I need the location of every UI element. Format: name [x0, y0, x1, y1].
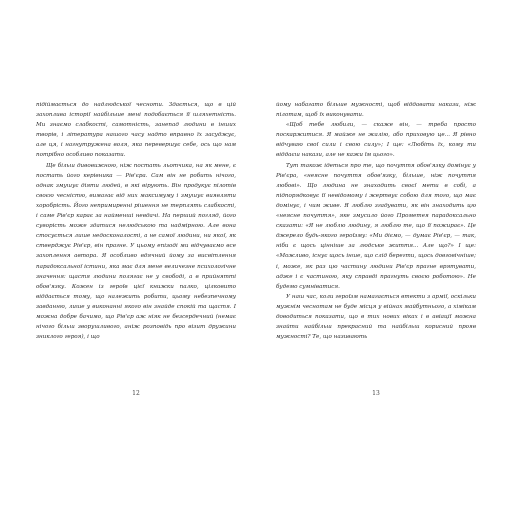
right-paragraph-1: йому набагато більше мужності, щоб віддавати накази, ніж пілотам, щоб їх виконувати.	[276, 102, 476, 119]
left-page-number: 12	[132, 390, 140, 397]
left-paragraph-1: підіймається до надлюдської чесноти. Здається, що в цій захоплива історії найбільше мені подобається її шляхетність. Ми знаємо слабкості, самотність, занепад людини в інших творів, і література нашого часу надто вправно їх засуджує, але ця, і нагнутружена воля, яка перевершує себе, ось що нам потрібно особливо показати.	[36, 102, 236, 159]
right-paragraph-3: Тут також ідеться про те, що почуття обов'язку домінує у Рів'єра, «неясне почуття обов'язку, більше, ніж почуття любові». Що людина не знаходить своєї мети в собі, а підпорядковує її невідомому і жертвує собою для того, що має домінує, і чим живе. Я люблю згадувати, як він знаходить цю «неясне почуття», яке змусило його Прометея парадоксально сказати: «Я не люблю людину, я люблю те, що її пожирає». Це джерело будь-якого героїзму: «Ми діємо, — думає Рів'єр, — так, ніби є щось цінніше за людське життя... Але що?» І ще: «Можливо, існує щось інше, що слід берегти, щось довговічніше; і, може, як раз цю частину людини Рів'єр прагне врятувати, адже і є частиною, яку справді прагнуть своєю роботою». Не будемо сумніватися.	[276, 162, 476, 290]
book-spread	[36, 100, 476, 400]
right-paragraph-4: У наш час, коли героїзм намагається втекти з армії, оскільки мужнім чеснотам не буде місця у війнах майбутнього, а хімікам доводиться показати, що в тих нових віках і в авіації можна знайти найбільш прекрасний та найбільш корисний прояв мужності? Те, що називають	[276, 293, 476, 341]
right-paragraph-2: «Щоб тебе любили, — скаже він, — треба просто поскаржитися. Я майже не жалію, або приховую це... Я рівно відчуваю свої сили і свою силу»; І ще: «Любіть їх, кому ти віддаєш накази, але не кажи їм цього».	[276, 122, 476, 159]
left-page	[36, 100, 236, 400]
right-page-number: 13	[372, 390, 380, 397]
right-page	[276, 100, 476, 400]
left-paragraph-2: Ще більш дивовижною, ніж постать льотчика, на як мене, є постать його керівника — Рів'єра. Сам він не робить нічого, однак змушує діяти людей, в які вірують. Він продукує пілотів своєю чесністю, вимагає від них максимуму і змушує виявляти хоробрість. Його непримиренні рішення не терплять слабкості, і саме Рів'єр карає за найменші невдачі. На перший погляд, його суворість може здатися нелюдською та надмірною. Але вона стосується лише недосконалості, а не самої людини, ни якої, як стверджує Рів'єр, він прагне. У цьому епізоді ми відчуваємо все захоплення автора. Я особливо вдячний йому за висвітлення парадоксальної істини, яка має для мене величезне психологічне значення: щастя людини полягає не у свободі, а в прийнятті обов'язку. Кожен із героїв цієї книжки палко, цілковито віддається тому, що належить робити, цьому небезпечному завданню, лише у виконанні якого він знайде спокій та щастя. І можна добре бачимо, що Рів'єр аж ніяк не безсердечний (немає нічого більш зворушливого, аніж розповідь про візит дружини зниклого героя), і що	[36, 162, 236, 341]
